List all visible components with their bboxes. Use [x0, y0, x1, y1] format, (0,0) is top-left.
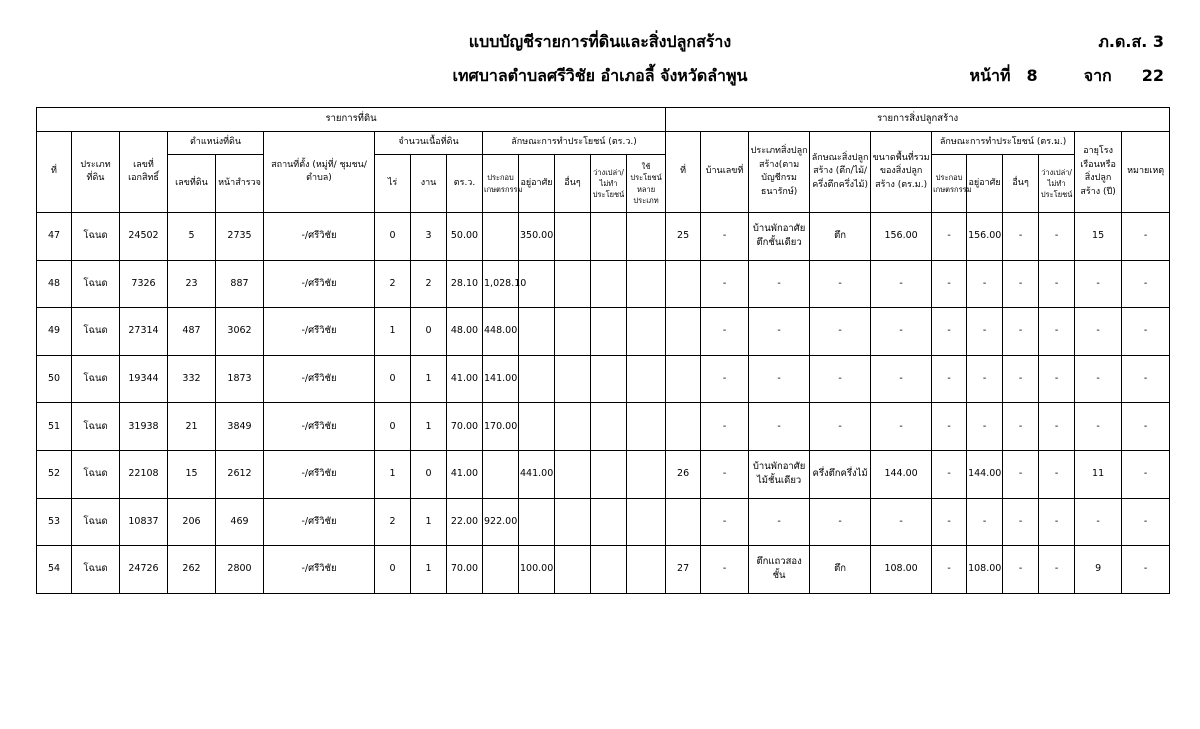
cell-row-no: 50 [37, 355, 72, 403]
col-vacant: ว่างเปล่า/ ไม่ทำประโยชน์ [591, 155, 627, 213]
cell-agri: 1,028.10 [483, 260, 519, 308]
cell-building-agri: - [932, 403, 967, 451]
cell-deed-no: 22108 [120, 450, 168, 498]
cell-other [555, 308, 591, 356]
cell-rai: 1 [375, 450, 411, 498]
cell-building-no [666, 498, 701, 546]
cell-agri: 448.00 [483, 308, 519, 356]
cell-building-vacant: - [1039, 213, 1075, 261]
cell-building-agri: - [932, 355, 967, 403]
cell-vacant [591, 546, 627, 594]
of-label: จาก [1083, 66, 1112, 85]
cell-residence [519, 403, 555, 451]
cell-building-no: 26 [666, 450, 701, 498]
cell-age: - [1075, 308, 1122, 356]
cell-deed-no: 24726 [120, 546, 168, 594]
cell-wa: 28.10 [447, 260, 483, 308]
col-building-type: ประเภทสิ่งปลูกสร้าง(ตามบัญชีกรมธนารักษ์) [749, 132, 810, 213]
cell-age: 15 [1075, 213, 1122, 261]
col-building-kind: ลักษณะสิ่งปลูกสร้าง (ตึก/ไม้/ ครึ่งตึกครึ่งไม้) [810, 132, 871, 213]
cell-agri: 141.00 [483, 355, 519, 403]
cell-rai: 0 [375, 213, 411, 261]
col-survey-page: หน้าสำรวจ [216, 155, 264, 213]
cell-row-no: 52 [37, 450, 72, 498]
cell-survey-page: 2800 [216, 546, 264, 594]
cell-residence: 100.00 [519, 546, 555, 594]
cell-row-no: 51 [37, 403, 72, 451]
cell-ngan: 0 [411, 450, 447, 498]
document-title: แบบบัญชีรายการที่ดินและสิ่งปลูกสร้าง [468, 32, 732, 51]
cell-building-other: - [1003, 260, 1039, 308]
col-age: อายุโรงเรือนหรือสิ่งปลูกสร้าง (ปี) [1075, 132, 1122, 213]
cell-ngan: 1 [411, 355, 447, 403]
cell-building-no: 25 [666, 213, 701, 261]
cell-location: -/ศรีวิชัย [264, 403, 375, 451]
cell-location: -/ศรีวิชัย [264, 308, 375, 356]
cell-agri [483, 213, 519, 261]
cell-remark: - [1122, 498, 1170, 546]
cell-building-residence: 108.00 [967, 546, 1003, 594]
cell-land-type: โฉนด [72, 450, 120, 498]
cell-house-no: - [701, 546, 749, 594]
cell-building-other: - [1003, 308, 1039, 356]
cell-survey-page: 887 [216, 260, 264, 308]
cell-building-no [666, 355, 701, 403]
cell-wa: 22.00 [447, 498, 483, 546]
col-building-use: ลักษณะการทำประโยชน์ (ตร.ม.) [932, 132, 1075, 155]
cell-agri: 922.00 [483, 498, 519, 546]
col-land-type: ประเภทที่ดิน [72, 132, 120, 213]
cell-building-kind: - [810, 403, 871, 451]
col-no: ที่ [37, 132, 72, 213]
cell-building-vacant: - [1039, 546, 1075, 594]
cell-survey-page: 3062 [216, 308, 264, 356]
table-row [37, 260, 1170, 308]
cell-building-type: - [749, 260, 810, 308]
cell-location: -/ศรีวิชัย [264, 355, 375, 403]
cell-residence [519, 498, 555, 546]
cell-rai: 2 [375, 260, 411, 308]
cell-ngan: 1 [411, 403, 447, 451]
document-subtitle: เทศบาลตำบลศรีวิชัย อำเภอลี้ จังหวัดลำพูน [452, 66, 748, 85]
cell-wa: 41.00 [447, 450, 483, 498]
cell-land-type: โฉนด [72, 308, 120, 356]
cell-building-vacant: - [1039, 450, 1075, 498]
cell-building-no [666, 260, 701, 308]
table-row [37, 355, 1170, 403]
cell-mixed [627, 498, 666, 546]
cell-land-no: 262 [168, 546, 216, 594]
cell-age: - [1075, 498, 1122, 546]
cell-other [555, 403, 591, 451]
cell-building-residence: 156.00 [967, 213, 1003, 261]
cell-wa: 50.00 [447, 213, 483, 261]
col-building-no: ที่ [666, 132, 701, 213]
cell-other [555, 355, 591, 403]
cell-building-agri: - [932, 450, 967, 498]
cell-vacant [591, 498, 627, 546]
page-info [970, 64, 1164, 89]
cell-house-no: - [701, 213, 749, 261]
cell-building-other: - [1003, 403, 1039, 451]
cell-building-type: - [749, 498, 810, 546]
cell-land-type: โฉนด [72, 355, 120, 403]
cell-survey-page: 469 [216, 498, 264, 546]
cell-building-vacant: - [1039, 403, 1075, 451]
cell-building-area: - [871, 403, 932, 451]
table-row [37, 308, 1170, 356]
cell-location: -/ศรีวิชัย [264, 260, 375, 308]
cell-land-no: 206 [168, 498, 216, 546]
cell-mixed [627, 213, 666, 261]
col-area: จำนวนเนื้อที่ดิน [375, 132, 483, 155]
cell-remark: - [1122, 308, 1170, 356]
col-wa: ตร.ว. [447, 155, 483, 213]
cell-remark: - [1122, 403, 1170, 451]
cell-house-no: - [701, 260, 749, 308]
cell-ngan: 1 [411, 498, 447, 546]
cell-land-no: 21 [168, 403, 216, 451]
cell-building-other: - [1003, 498, 1039, 546]
cell-land-no: 332 [168, 355, 216, 403]
cell-building-agri: - [932, 498, 967, 546]
cell-wa: 41.00 [447, 355, 483, 403]
cell-building-residence: - [967, 260, 1003, 308]
page-label: หน้าที่ [969, 66, 1011, 85]
cell-vacant [591, 355, 627, 403]
cell-age: 11 [1075, 450, 1122, 498]
cell-land-type: โฉนด [72, 403, 120, 451]
cell-residence: 350.00 [519, 213, 555, 261]
cell-building-vacant: - [1039, 308, 1075, 356]
table-body [37, 213, 1170, 594]
cell-wa: 48.00 [447, 308, 483, 356]
cell-building-type: - [749, 403, 810, 451]
cell-building-type: บ้านพักอาศัยไม้ชั้นเดียว [749, 450, 810, 498]
cell-deed-no: 7326 [120, 260, 168, 308]
col-building-area: ขนาดพื้นที่รวมของสิ่งปลูกสร้าง (ตร.ม.) [871, 132, 932, 213]
cell-residence: 441.00 [519, 450, 555, 498]
cell-survey-page: 2612 [216, 450, 264, 498]
cell-row-no: 53 [37, 498, 72, 546]
cell-vacant [591, 308, 627, 356]
cell-rai: 0 [375, 355, 411, 403]
col-land-no: เลขที่ดิน [168, 155, 216, 213]
page-total: 22 [1141, 66, 1164, 85]
cell-building-other: - [1003, 450, 1039, 498]
cell-agri: 170.00 [483, 403, 519, 451]
cell-wa: 70.00 [447, 403, 483, 451]
cell-remark: - [1122, 260, 1170, 308]
cell-house-no: - [701, 498, 749, 546]
land-building-register-table [36, 107, 1170, 594]
cell-deed-no: 24502 [120, 213, 168, 261]
cell-vacant [591, 213, 627, 261]
form-code: ภ.ด.ส. 3 [1098, 32, 1164, 51]
cell-age: - [1075, 403, 1122, 451]
cell-building-area: 108.00 [871, 546, 932, 594]
cell-building-kind: - [810, 355, 871, 403]
cell-building-residence: - [967, 355, 1003, 403]
cell-location: -/ศรีวิชัย [264, 546, 375, 594]
cell-building-vacant: - [1039, 355, 1075, 403]
cell-building-type: - [749, 355, 810, 403]
cell-wa: 70.00 [447, 546, 483, 594]
cell-building-type: - [749, 308, 810, 356]
cell-vacant [591, 260, 627, 308]
cell-house-no: - [701, 308, 749, 356]
cell-building-agri: - [932, 213, 967, 261]
col-building-other: อื่นๆ [1003, 155, 1039, 213]
land-section-header: รายการที่ดิน [37, 108, 666, 132]
cell-mixed [627, 355, 666, 403]
page-number: 8 [1026, 66, 1038, 85]
cell-deed-no: 31938 [120, 403, 168, 451]
cell-building-kind: ครึ่งตึกครึ่งไม้ [810, 450, 871, 498]
cell-house-no: - [701, 355, 749, 403]
cell-age: - [1075, 260, 1122, 308]
table-row [37, 546, 1170, 594]
cell-ngan: 2 [411, 260, 447, 308]
cell-building-area: - [871, 308, 932, 356]
cell-mixed [627, 403, 666, 451]
cell-land-no: 487 [168, 308, 216, 356]
cell-building-type: ตึกแถวสองชั้น [749, 546, 810, 594]
building-section-header: รายการสิ่งปลูกสร้าง [666, 108, 1170, 132]
cell-building-no [666, 308, 701, 356]
cell-remark: - [1122, 213, 1170, 261]
cell-building-agri: - [932, 308, 967, 356]
table-row [37, 498, 1170, 546]
cell-age: - [1075, 355, 1122, 403]
col-agri: ประกอบเกษตรกรรม [483, 155, 519, 213]
cell-rai: 0 [375, 546, 411, 594]
cell-survey-page: 2735 [216, 213, 264, 261]
cell-other [555, 213, 591, 261]
col-location: สถานที่ตั้ง (หมู่ที่/ ชุมชน/ ตำบล) [264, 132, 375, 213]
col-mixed: ใช้ประโยชน์หลายประเภท [627, 155, 666, 213]
col-building-agri: ประกอบเกษตรกรรม [932, 155, 967, 213]
cell-other [555, 546, 591, 594]
cell-remark: - [1122, 355, 1170, 403]
cell-mixed [627, 546, 666, 594]
cell-building-kind: ตึก [810, 546, 871, 594]
cell-rai: 0 [375, 403, 411, 451]
cell-row-no: 49 [37, 308, 72, 356]
cell-building-other: - [1003, 213, 1039, 261]
cell-building-type: บ้านพักอาศัยตึกชั้นเดียว [749, 213, 810, 261]
cell-location: -/ศรีวิชัย [264, 450, 375, 498]
cell-building-kind: ตึก [810, 213, 871, 261]
cell-survey-page: 1873 [216, 355, 264, 403]
cell-location: -/ศรีวิชัย [264, 213, 375, 261]
cell-building-area: - [871, 355, 932, 403]
cell-building-kind: - [810, 260, 871, 308]
cell-building-residence: - [967, 308, 1003, 356]
col-deed-no: เลขที่เอกสิทธิ์ [120, 132, 168, 213]
cell-agri [483, 546, 519, 594]
col-building-vacant: ว่างเปล่า/ ไม่ทำประโยชน์ [1039, 155, 1075, 213]
cell-vacant [591, 450, 627, 498]
col-house-no: บ้านเลขที่ [701, 132, 749, 213]
cell-building-kind: - [810, 308, 871, 356]
cell-building-vacant: - [1039, 498, 1075, 546]
cell-residence [519, 308, 555, 356]
cell-row-no: 48 [37, 260, 72, 308]
cell-land-no: 23 [168, 260, 216, 308]
cell-house-no: - [701, 450, 749, 498]
cell-house-no: - [701, 403, 749, 451]
cell-building-residence: 144.00 [967, 450, 1003, 498]
cell-location: -/ศรีวิชัย [264, 498, 375, 546]
col-other: อื่นๆ [555, 155, 591, 213]
cell-building-residence: - [967, 403, 1003, 451]
cell-mixed [627, 450, 666, 498]
cell-land-no: 15 [168, 450, 216, 498]
cell-building-area: 156.00 [871, 213, 932, 261]
cell-agri [483, 450, 519, 498]
cell-remark: - [1122, 546, 1170, 594]
cell-building-agri: - [932, 546, 967, 594]
table-row [37, 450, 1170, 498]
cell-remark: - [1122, 450, 1170, 498]
table-row [37, 213, 1170, 261]
col-building-residence: อยู่อาศัย [967, 155, 1003, 213]
cell-residence [519, 355, 555, 403]
cell-other [555, 450, 591, 498]
cell-ngan: 1 [411, 546, 447, 594]
cell-land-type: โฉนด [72, 498, 120, 546]
cell-building-no: 27 [666, 546, 701, 594]
cell-rai: 2 [375, 498, 411, 546]
cell-survey-page: 3849 [216, 403, 264, 451]
col-ngan: งาน [411, 155, 447, 213]
cell-other [555, 498, 591, 546]
table-row [37, 403, 1170, 451]
cell-rai: 1 [375, 308, 411, 356]
cell-building-area: - [871, 260, 932, 308]
cell-row-no: 47 [37, 213, 72, 261]
cell-mixed [627, 308, 666, 356]
cell-building-agri: - [932, 260, 967, 308]
col-remark: หมายเหตุ [1122, 132, 1170, 213]
cell-building-area: - [871, 498, 932, 546]
cell-building-other: - [1003, 355, 1039, 403]
col-position: ตำแหน่งที่ดิน [168, 132, 264, 155]
cell-ngan: 0 [411, 308, 447, 356]
cell-row-no: 54 [37, 546, 72, 594]
cell-building-kind: - [810, 498, 871, 546]
col-land-use: ลักษณะการทำประโยชน์ (ตร.ว.) [483, 132, 666, 155]
cell-land-type: โฉนด [72, 546, 120, 594]
cell-land-type: โฉนด [72, 260, 120, 308]
cell-mixed [627, 260, 666, 308]
cell-building-vacant: - [1039, 260, 1075, 308]
cell-deed-no: 27314 [120, 308, 168, 356]
cell-building-no [666, 403, 701, 451]
cell-building-residence: - [967, 498, 1003, 546]
cell-building-area: 144.00 [871, 450, 932, 498]
cell-age: 9 [1075, 546, 1122, 594]
cell-land-type: โฉนด [72, 213, 120, 261]
col-rai: ไร่ [375, 155, 411, 213]
cell-deed-no: 19344 [120, 355, 168, 403]
cell-vacant [591, 403, 627, 451]
cell-building-other: - [1003, 546, 1039, 594]
cell-deed-no: 10837 [120, 498, 168, 546]
cell-other [555, 260, 591, 308]
cell-land-no: 5 [168, 213, 216, 261]
col-residence: อยู่อาศัย [519, 155, 555, 213]
cell-ngan: 3 [411, 213, 447, 261]
